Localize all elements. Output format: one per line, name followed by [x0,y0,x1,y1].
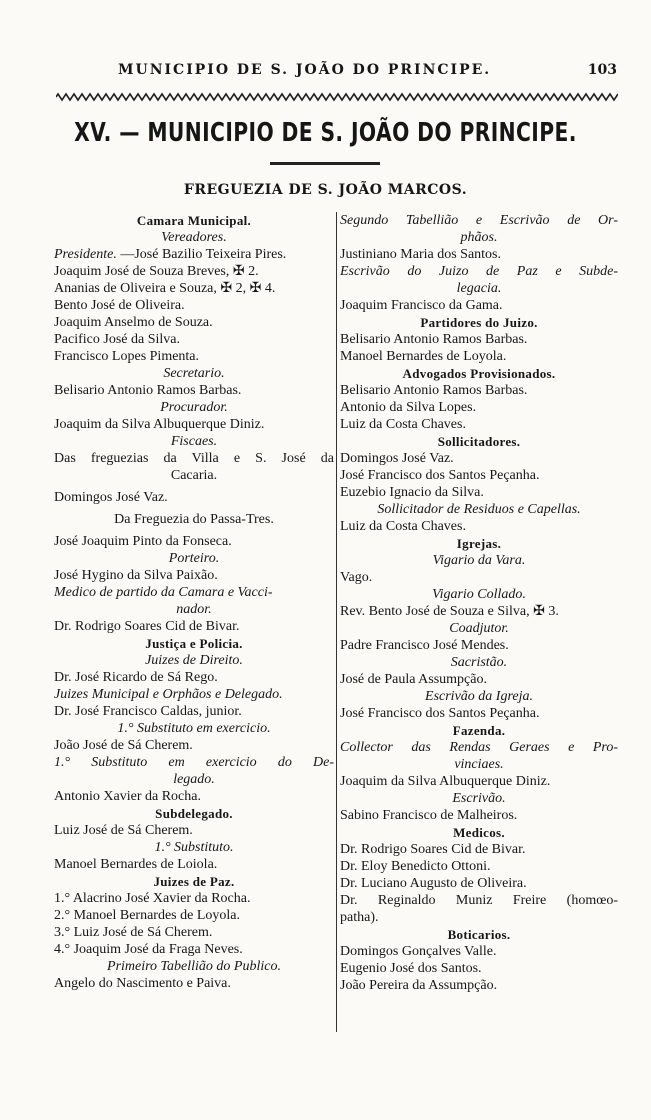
entry: Angelo do Nascimento e Paiva. [54,976,231,991]
left-column [54,212,334,992]
entry: João José de Sá Cherem. [54,738,193,753]
subheading: 1.° Substituto em exercicio do De- [54,755,334,770]
subheading: Escrivão do Juizo de Paz e Subde- [340,264,618,279]
entry: Ananias de Oliveira e Souza, ✠ 2, ✠ 4. [54,281,276,296]
section-heading: Subdelegado. [155,806,233,821]
section-heading: Boticarios. [447,927,511,942]
subheading: vinciaes. [454,757,504,772]
entry: José Joaquim Pinto da Fonseca. [54,534,232,549]
section-heading: Camara Municipal. [136,213,252,228]
subheading: Porteiro. [168,551,220,566]
entry: Eugenio José dos Santos. [340,961,482,976]
entry: Belisario Antonio Ramos Barbas. [54,383,242,398]
entry: Luiz José de Sá Cherem. [54,823,193,838]
parish-heading: FREGUEZIA DE S. JOÃO MARCOS. [183,182,468,198]
entry [54,246,334,263]
entry: 1.° Alacrino José Xavier da Rocha. [54,891,251,906]
section-heading: Igrejas. [456,536,502,551]
section-heading: Fazenda. [452,723,506,738]
subheading: Sollicitador de Residuos e Capellas. [377,502,581,517]
entry: Dr. Rodrigo Soares Cid de Bivar. [54,619,240,634]
entry: Vago. [340,570,373,585]
entry: Pacifico José da Silva. [54,332,180,347]
entry: Francisco Lopes Pimenta. [54,349,200,364]
entry: Das freguezias da Villa e S. José da [54,451,334,466]
column-divider [336,212,337,1032]
entry: Dr. Eloy Benedicto Ottoni. [340,859,491,874]
entry: Joaquim Francisco da Gama. [340,298,503,313]
entry: Bento José de Oliveira. [54,298,185,313]
role-label: Presidente. [54,247,121,262]
entry: Antonio Xavier da Rocha. [54,789,201,804]
subheading: Segundo Tabellião e Escrivão de Or- [340,213,618,228]
entry: José Francisco dos Santos Peçanha. [340,468,540,483]
entry: José de Paula Assumpção. [340,672,487,687]
section-heading: Juizes de Paz. [153,874,235,889]
subheading: 1.° Substituto em exercicio. [117,721,271,736]
entry: Luiz da Costa Chaves. [340,417,466,432]
entry: Dr. Rodrigo Soares Cid de Bivar. [340,842,526,857]
section-heading: Partidores do Juizo. [420,315,538,330]
subheading: legacia. [456,281,502,296]
entry: Sabino Francisco de Malheiros. [340,808,518,823]
entry: Dr. Luciano Augusto de Oliveira. [340,876,527,891]
entry: João Pereira da Assumpção. [340,978,498,993]
entry: Padre Francisco José Mendes. [340,638,509,653]
entry: Luiz da Costa Chaves. [340,519,466,534]
entry: Dr. José Francisco Caldas, junior. [54,704,242,719]
right-column [340,212,618,994]
entry: José Francisco dos Santos Peçanha. [340,706,540,721]
entry: Manoel Bernardes de Loiola. [54,857,218,872]
subheading: Fiscaes. [170,434,218,449]
entry: Justiniano Maria dos Santos. [340,247,501,262]
entry: Joaquim da Silva Albuquerque Diniz. [340,774,551,789]
entry: Manoel Bernardes de Loyola. [340,349,507,364]
subheading: 1.° Substituto. [154,840,234,855]
subheading: Secretario. [163,366,225,381]
entry: Da Freguezia do Passa-Tres. [114,512,274,527]
entry: Dr. José Ricardo de Sá Rego. [54,670,218,685]
subheading: Juizes Municipal e Orphãos e Delegado. [54,687,283,702]
entry: Euzebio Ignacio da Silva. [340,485,484,500]
entry: Joaquim Anselmo de Souza. [54,315,213,330]
entry: Joaquim da Silva Albuquerque Diniz. [54,417,265,432]
page-number: 103 [587,62,617,78]
subheading: Sacristão. [450,655,508,670]
entry: Cacaria. [170,468,218,483]
subheading: phãos. [460,230,498,245]
running-title: MUNICIPIO DE S. JOÃO DO PRINCIPE. [118,62,492,78]
section-heading: Sollicitadores. [437,434,521,449]
entry: Domingos José Vaz. [340,451,454,466]
subheading: Collector das Rendas Geraes e Pro- [340,740,618,755]
subheading: Coadjutor. [449,621,509,636]
entry: 4.° Joaquim José da Fraga Neves. [54,942,243,957]
subheading: Vigario da Vara. [432,553,526,568]
entry: Belisario Antonio Ramos Barbas. [340,383,528,398]
title-underline [270,162,380,165]
subheading: Primeiro Tabellião do Publico. [107,959,281,974]
entry: Medico de partido da Camara e Vacci- [54,585,273,600]
subheading: Procurador. [160,400,228,415]
entry: 2.° Manoel Bernardes de Loyola. [54,908,240,923]
entry: Joaquim José de Souza Breves, ✠ 2. [54,264,259,279]
entry: nador. [176,602,212,617]
entry: patha). [340,910,379,925]
entry: Domingos José Vaz. [54,490,168,505]
section-heading: Medicos. [453,825,505,840]
entry-text: —José Bazilio Teixeira Pires. [120,247,287,262]
subheading: Vigario Collado. [432,587,526,602]
running-header [0,62,651,82]
entry: Belisario Antonio Ramos Barbas. [340,332,528,347]
entry: Rev. Bento José de Souza e Silva, ✠ 3. [340,604,559,619]
entry: Antonio da Silva Lopes. [340,400,477,415]
decorative-rule [56,92,618,102]
subheading: Vereadores. [161,230,227,245]
chapter-title: XV. — MUNICIPIO DE S. JOÃO DO PRINCIPE. [74,118,577,148]
subheading: Escrivão. [452,791,506,806]
entry: Dr. Reginaldo Muniz Freire (homœo- [340,893,618,908]
entry: José Hygino da Silva Paixão. [54,568,218,583]
entry: 3.° Luiz José de Sá Cherem. [54,925,213,940]
section-heading: Advogados Provisionados. [402,366,556,381]
subheading: legado. [173,772,215,787]
subheading: Juizes de Direito. [145,653,243,668]
entry: Domingos Gonçalves Valle. [340,944,497,959]
subheading: Escrivão da Igreja. [425,689,533,704]
section-heading: Justiça e Policia. [145,636,243,651]
